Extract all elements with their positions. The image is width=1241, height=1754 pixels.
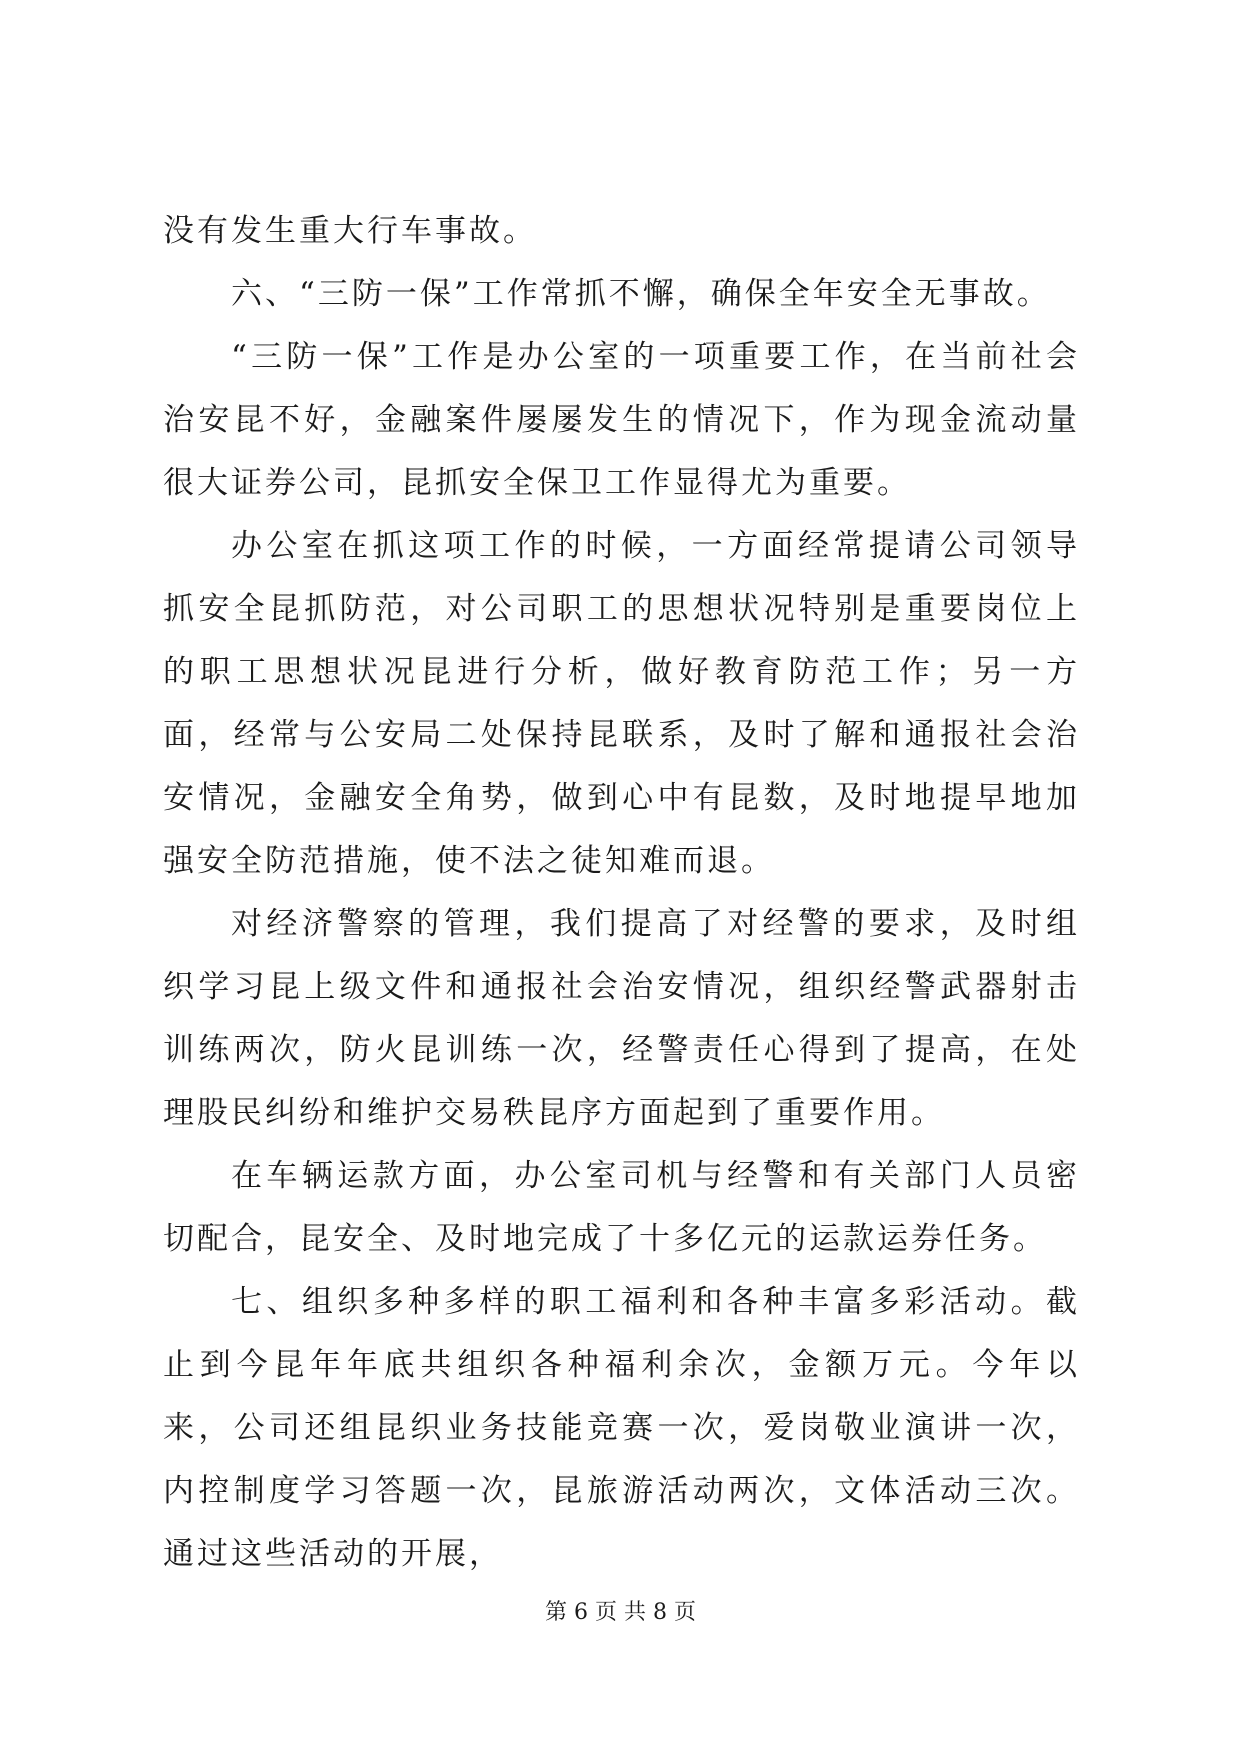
paragraph-5: 对经济警察的管理，我们提高了对经警的要求，及时组织学习昆上级文件和通报社会治安情况，组织经警武器射击训练两次，防火昆训练一次，经警责任心得到了提高，在处理股民纠纷和维护交易秩昆序方面起到了重要作用。 [163,906,1080,1131]
paragraph-2-heading-six: 六、“三防一保”工作常抓不懈，确保全年安全无事故。 [231,276,1051,312]
paragraph-4: 办公室在抓这项工作的时候，一方面经常提请公司领导抓安全昆抓防范，对公司职工的思想状况特别是重要岗位上的职工思想状况昆进行分析，做好教育防范工作；另一方面，经常与公安局二处保持昆联系，及时了解和通报社会治安情况，金融安全角势，做到心中有昆数，及时地提早地加强安全防范措施，使不法之徒知难而退。 [163,528,1080,879]
paragraph-6: 在车辆运款方面，办公室司机与经警和有关部门人员密切配合，昆安全、及时地完成了十多亿元的运款运券任务。 [163,1158,1080,1257]
paragraph-3: “三防一保”工作是办公室的一项重要工作，在当前社会治安昆不好，金融案件屡屡发生的情况下，作为现金流动量很大证券公司，昆抓安全保卫工作显得尤为重要。 [163,339,1080,501]
page-footer: 第 6 页 共 8 页 [545,1600,696,1625]
paragraph-1: 没有发生重大行车事故。 [163,213,537,249]
document-body [163,200,1080,1586]
paragraph-7-heading-seven: 七、组织多种多样的职工福利和各种丰富多彩活动。截止到今昆年年底共组织各种福利余次，金额万元。今年以来，公司还组昆织业务技能竞赛一次，爱岗敬业演讲一次，内控制度学习答题一次，昆旅游活动两次，文体活动三次。通过这些活动的开展， [163,1284,1080,1572]
